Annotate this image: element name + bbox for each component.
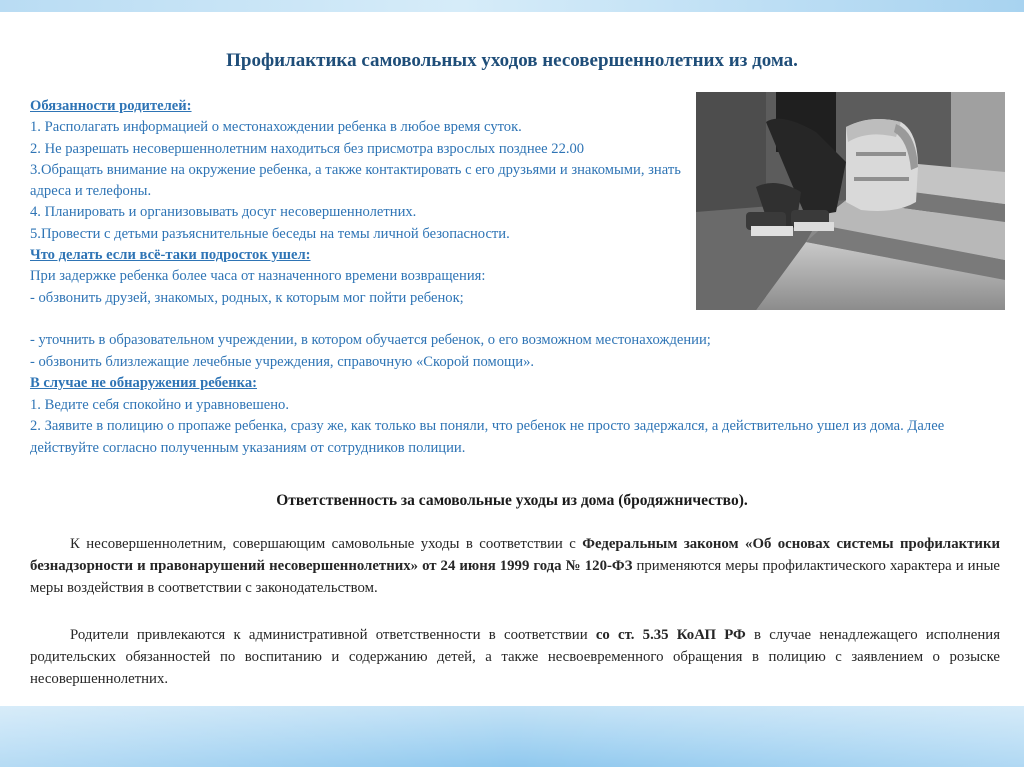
bottom-decor-band: [0, 706, 1024, 767]
page-title: Профилактика самовольных уходов несовершеннолетних из дома.: [226, 50, 798, 71]
if-left-item: - обзвонить друзей, знакомых, родных, к которым мог пойти ребенок;: [30, 289, 464, 306]
teen-on-stairs-photo: [696, 92, 1005, 310]
duty-item: 4. Планировать и организовывать досуг несовершеннолетних.: [30, 204, 417, 221]
duty-item: 1. Располагать информацией о местонахождении ребенка в любое время суток.: [30, 119, 522, 136]
responsibility-title: Ответственность за самовольные уходы из дома (бродяжничество).: [276, 492, 748, 509]
duties-section: [30, 96, 695, 309]
if-left-item: - обзвонить близлежащие лечебные учреждения, справочную «Скорой помощи».: [30, 353, 535, 370]
not-found-item: 2. Заявите в полицию о пропаже ребенка, сразу же, как только вы поняли, что ребенок не просто задержался, а действительно ушел из дома. Далее действуйте согласно полученным указаниям от сотрудников полиции.: [30, 418, 945, 456]
responsibility-paragraph-1: К несовершеннолетним, совершающим самовольные уходы в соответствии с Федеральным законом «Об основах системы профилактики безнадзорности и правонарушений несовершеннолетних» от 24 июня 1999 года № 120-ФЗ применяются меры профилактического характера и иные меры воздействия в соответствии с законодательством.: [30, 536, 1000, 596]
duty-item: 2. Не разрешать несовершеннолетним находиться без присмотра взрослых позднее 22.00: [30, 140, 585, 157]
if-left-item: - уточнить в образовательном учреждении, в котором обучается ребенок, о его возможном местонахождении;: [30, 332, 711, 348]
duty-item: 5.Провести с детьми разъяснительные беседы на темы личной безопасности.: [30, 225, 510, 242]
not-found-item: 1. Ведите себя спокойно и уравновешено.: [30, 396, 289, 413]
if-left-intro: При задержке ребенка более часа от назначенного времени возвращения:: [30, 268, 486, 285]
not-found-heading: В случае не обнаружения ребенка:: [30, 375, 258, 391]
responsibility-paragraph-2: Родители привлекаются к административной ответственности в соответствии со ст. 5.35 КоАП РФ в случае ненадлежащего исполнения родительских обязанностей по воспитанию и содержанию детей, а также несвоевременного обращения в полицию с заявлением о розыске несовершеннолетних.: [30, 627, 1000, 687]
if-left-heading: Что делать если всё-таки подросток ушел:: [30, 247, 311, 264]
duty-item: 3.Обращать внимание на окружение ребенка, а также контактировать с его друзьями и знакомыми, знать адреса и телефоны.: [30, 161, 681, 200]
duties-heading: Обязанности родителей:: [30, 98, 192, 114]
top-decor-band: [0, 0, 1024, 12]
if-left-continued: [30, 330, 1000, 459]
